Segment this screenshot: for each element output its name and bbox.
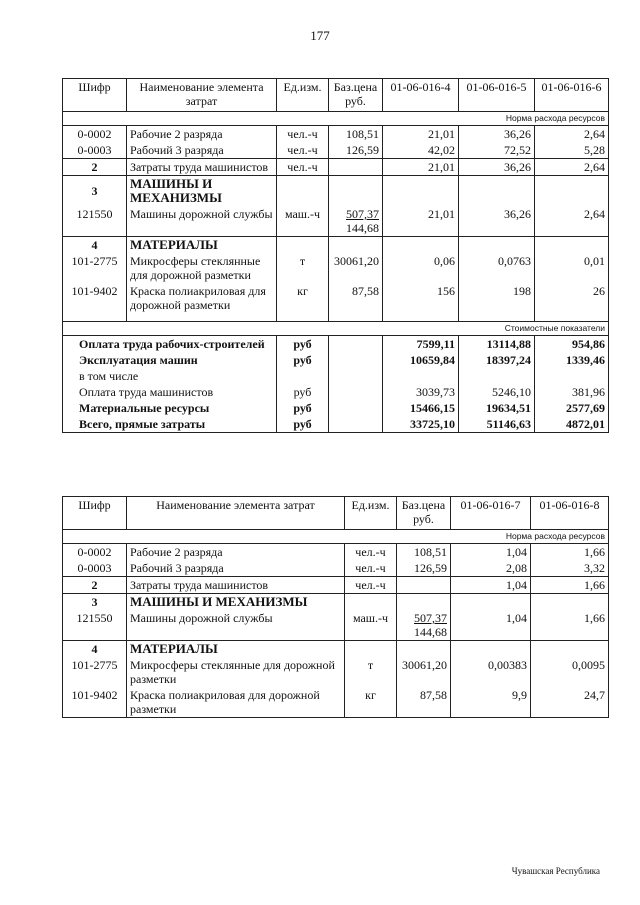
- cell-price: 87,58: [397, 687, 451, 718]
- cell-value: 5,28: [535, 142, 609, 159]
- section-title: МАТЕРИАЛЫ: [127, 237, 277, 254]
- norm-caption: Норма расхода ресурсов: [63, 530, 609, 544]
- cell-name: Рабочий 3 разряда: [127, 142, 277, 159]
- cell-unit: т: [277, 253, 329, 283]
- cell-value: 26: [535, 283, 609, 313]
- section-row: [63, 237, 609, 254]
- cell-value: 156: [383, 283, 459, 313]
- cell-value: 42,02: [383, 142, 459, 159]
- norm-caption: Норма расхода ресурсов: [63, 112, 609, 126]
- cell-name: Микросферы стеклянные для дорожной разметки: [127, 657, 345, 687]
- cost-value: 10659,84: [383, 352, 459, 368]
- resource-table-1: [62, 78, 609, 433]
- table-row: [63, 253, 609, 283]
- col-header-code: Шифр: [63, 79, 127, 112]
- table-row: [63, 657, 609, 687]
- cell-unit: чел.-ч: [345, 560, 397, 577]
- col-header-price: Баз.цена руб.: [397, 497, 451, 530]
- cost-name: Эксплуатация машин: [63, 352, 277, 368]
- cell-code: 101-9402: [63, 687, 127, 718]
- cell-code: 101-9402: [63, 283, 127, 313]
- table-row: [63, 283, 609, 313]
- cell-code: 3: [63, 594, 127, 611]
- footer-region: Чувашская Республика: [511, 866, 600, 876]
- col-header-unit: Ед.изм.: [345, 497, 397, 530]
- cell-code: 121550: [63, 206, 127, 237]
- cell-code: 2: [63, 577, 127, 594]
- section-title: МАШИНЫ И МЕХАНИЗМЫ: [127, 176, 277, 207]
- cell-value: 24,7: [531, 687, 609, 718]
- cell-value: 36,26: [459, 126, 535, 143]
- section-row: [63, 176, 609, 207]
- cell-value: 36,26: [459, 159, 535, 176]
- cell-value: 72,52: [459, 142, 535, 159]
- cost-unit: руб: [277, 416, 329, 433]
- table-row: [63, 206, 609, 237]
- cell-name: Микросферы стеклянные для дорожной разметки: [127, 253, 277, 283]
- cell-unit: чел.-ч: [277, 142, 329, 159]
- cell-price: [329, 206, 383, 237]
- cell-unit: т: [345, 657, 397, 687]
- table-row: [63, 560, 609, 577]
- cell-price: 87,58: [329, 283, 383, 313]
- cell-value: 0,0095: [531, 657, 609, 687]
- cost-caption: Стоимостные показатели: [63, 321, 609, 335]
- cost-value: 33725,10: [383, 416, 459, 433]
- cell-code: 3: [63, 176, 127, 207]
- col-header-code: Шифр: [63, 497, 127, 530]
- cell-code: 121550: [63, 610, 127, 641]
- cell-value: 1,66: [531, 544, 609, 561]
- cell-price: [397, 577, 451, 594]
- cost-value: 5246,10: [459, 384, 535, 400]
- cell-price: 126,59: [397, 560, 451, 577]
- cost-name: Оплата труда машинистов: [63, 384, 277, 400]
- section-title: МАТЕРИАЛЫ: [127, 641, 345, 658]
- cell-code: 4: [63, 237, 127, 254]
- col-header-code-1: 01-06-016-4: [383, 79, 459, 112]
- page-number: 177: [310, 28, 330, 43]
- cell-value: 1,04: [451, 610, 531, 641]
- norm-caption-row: [63, 112, 609, 126]
- cell-name: Затраты труда машинистов: [127, 159, 277, 176]
- cell-price: 30061,20: [397, 657, 451, 687]
- cell-value: 21,01: [383, 159, 459, 176]
- cell-value: 9,9: [451, 687, 531, 718]
- cell-value: 2,64: [535, 159, 609, 176]
- cell-code: 4: [63, 641, 127, 658]
- cell-unit: чел.-ч: [345, 577, 397, 594]
- cell-unit: маш.-ч: [277, 206, 329, 237]
- cost-value: 2577,69: [535, 400, 609, 416]
- cell-value: 0,01: [535, 253, 609, 283]
- cost-unit: руб: [277, 352, 329, 368]
- cost-row: [63, 416, 609, 433]
- cost-caption-row: [63, 321, 609, 335]
- cell-value: 36,26: [459, 206, 535, 237]
- cell-value: 3,32: [531, 560, 609, 577]
- cell-code: 0-0002: [63, 126, 127, 143]
- table-row: [63, 610, 609, 641]
- col-header-code-2: 01-06-016-5: [459, 79, 535, 112]
- cost-value: 51146,63: [459, 416, 535, 433]
- cell-code: 101-2775: [63, 253, 127, 283]
- cell-value: 0,06: [383, 253, 459, 283]
- cell-value: 21,01: [383, 126, 459, 143]
- cell-code: 0-0003: [63, 142, 127, 159]
- table-row: [63, 142, 609, 159]
- cell-name: Машины дорожной службы: [127, 610, 345, 641]
- table-header-row: [63, 497, 609, 530]
- cell-price: 108,51: [397, 544, 451, 561]
- cost-value: 7599,11: [383, 335, 459, 352]
- cell-value: 21,01: [383, 206, 459, 237]
- cost-unit: руб: [277, 384, 329, 400]
- cell-price: 30061,20: [329, 253, 383, 283]
- cost-name: Материальные ресурсы: [63, 400, 277, 416]
- cost-row: [63, 335, 609, 352]
- cell-name: Машины дорожной службы: [127, 206, 277, 237]
- resource-table-2: [62, 496, 609, 718]
- cost-value: 954,86: [535, 335, 609, 352]
- cost-value: 18397,24: [459, 352, 535, 368]
- cell-price: 126,59: [329, 142, 383, 159]
- cost-row: [63, 384, 609, 400]
- cell-value: 2,64: [535, 206, 609, 237]
- cell-unit: маш.-ч: [345, 610, 397, 641]
- cell-unit: чел.-ч: [345, 544, 397, 561]
- table-row: [63, 159, 609, 176]
- cost-row: [63, 400, 609, 416]
- cost-name: Оплата труда рабочих-строителей: [63, 335, 277, 352]
- price-top: 507,37: [414, 611, 447, 625]
- cost-unit: руб: [277, 335, 329, 352]
- cost-value: 4872,01: [535, 416, 609, 433]
- cell-value: 2,64: [535, 126, 609, 143]
- cell-unit: кг: [345, 687, 397, 718]
- cost-value: 1339,46: [535, 352, 609, 368]
- cell-price: [329, 159, 383, 176]
- table-header-row: [63, 79, 609, 112]
- price-bottom: 144,68: [414, 625, 447, 639]
- cell-value: 1,66: [531, 610, 609, 641]
- cell-name: Рабочий 3 разряда: [127, 560, 345, 577]
- cost-value: 15466,15: [383, 400, 459, 416]
- cost-row: [63, 352, 609, 368]
- cell-name: Рабочие 2 разряда: [127, 544, 345, 561]
- cell-code: 0-0003: [63, 560, 127, 577]
- section-row: [63, 641, 609, 658]
- cost-value: 13114,88: [459, 335, 535, 352]
- cost-value: 3039,73: [383, 384, 459, 400]
- cost-row: [63, 368, 609, 384]
- col-header-price: Баз.цена руб.: [329, 79, 383, 112]
- col-header-name: Наименование элемента затрат: [127, 497, 345, 530]
- norm-caption-row: [63, 530, 609, 544]
- cell-code: 101-2775: [63, 657, 127, 687]
- col-header-code-2: 01-06-016-8: [531, 497, 609, 530]
- cell-value: 0,0763: [459, 253, 535, 283]
- cell-unit: чел.-ч: [277, 126, 329, 143]
- col-header-code-3: 01-06-016-6: [535, 79, 609, 112]
- col-header-code-1: 01-06-016-7: [451, 497, 531, 530]
- cell-code: 0-0002: [63, 544, 127, 561]
- cell-value: 0,00383: [451, 657, 531, 687]
- section-row: [63, 594, 609, 611]
- cell-value: 1,66: [531, 577, 609, 594]
- price-top: 507,37: [346, 207, 379, 221]
- table-row: [63, 687, 609, 718]
- cell-value: 2,08: [451, 560, 531, 577]
- table-row: [63, 544, 609, 561]
- cost-name: Всего, прямые затраты: [63, 416, 277, 433]
- col-header-name: Наименование элемента затрат: [127, 79, 277, 112]
- table-row: [63, 126, 609, 143]
- cell-name: Затраты труда машинистов: [127, 577, 345, 594]
- cost-unit: руб: [277, 400, 329, 416]
- cell-name: Краска полиакриловая для дорожной разметки: [127, 283, 277, 313]
- cell-value: 198: [459, 283, 535, 313]
- cell-price: [397, 610, 451, 641]
- cell-value: 1,04: [451, 544, 531, 561]
- cost-name: в том числе: [63, 368, 277, 384]
- table-row: [63, 577, 609, 594]
- col-header-unit: Ед.изм.: [277, 79, 329, 112]
- cell-unit: кг: [277, 283, 329, 313]
- cost-value: 381,96: [535, 384, 609, 400]
- section-title: МАШИНЫ И МЕХАНИЗМЫ: [127, 594, 345, 611]
- cell-code: 2: [63, 159, 127, 176]
- cell-value: 1,04: [451, 577, 531, 594]
- cell-unit: чел.-ч: [277, 159, 329, 176]
- price-bottom: 144,68: [346, 221, 379, 235]
- cell-name: Рабочие 2 разряда: [127, 126, 277, 143]
- cell-price: 108,51: [329, 126, 383, 143]
- cell-name: Краска полиакриловая для дорожной разметки: [127, 687, 345, 718]
- cost-value: 19634,51: [459, 400, 535, 416]
